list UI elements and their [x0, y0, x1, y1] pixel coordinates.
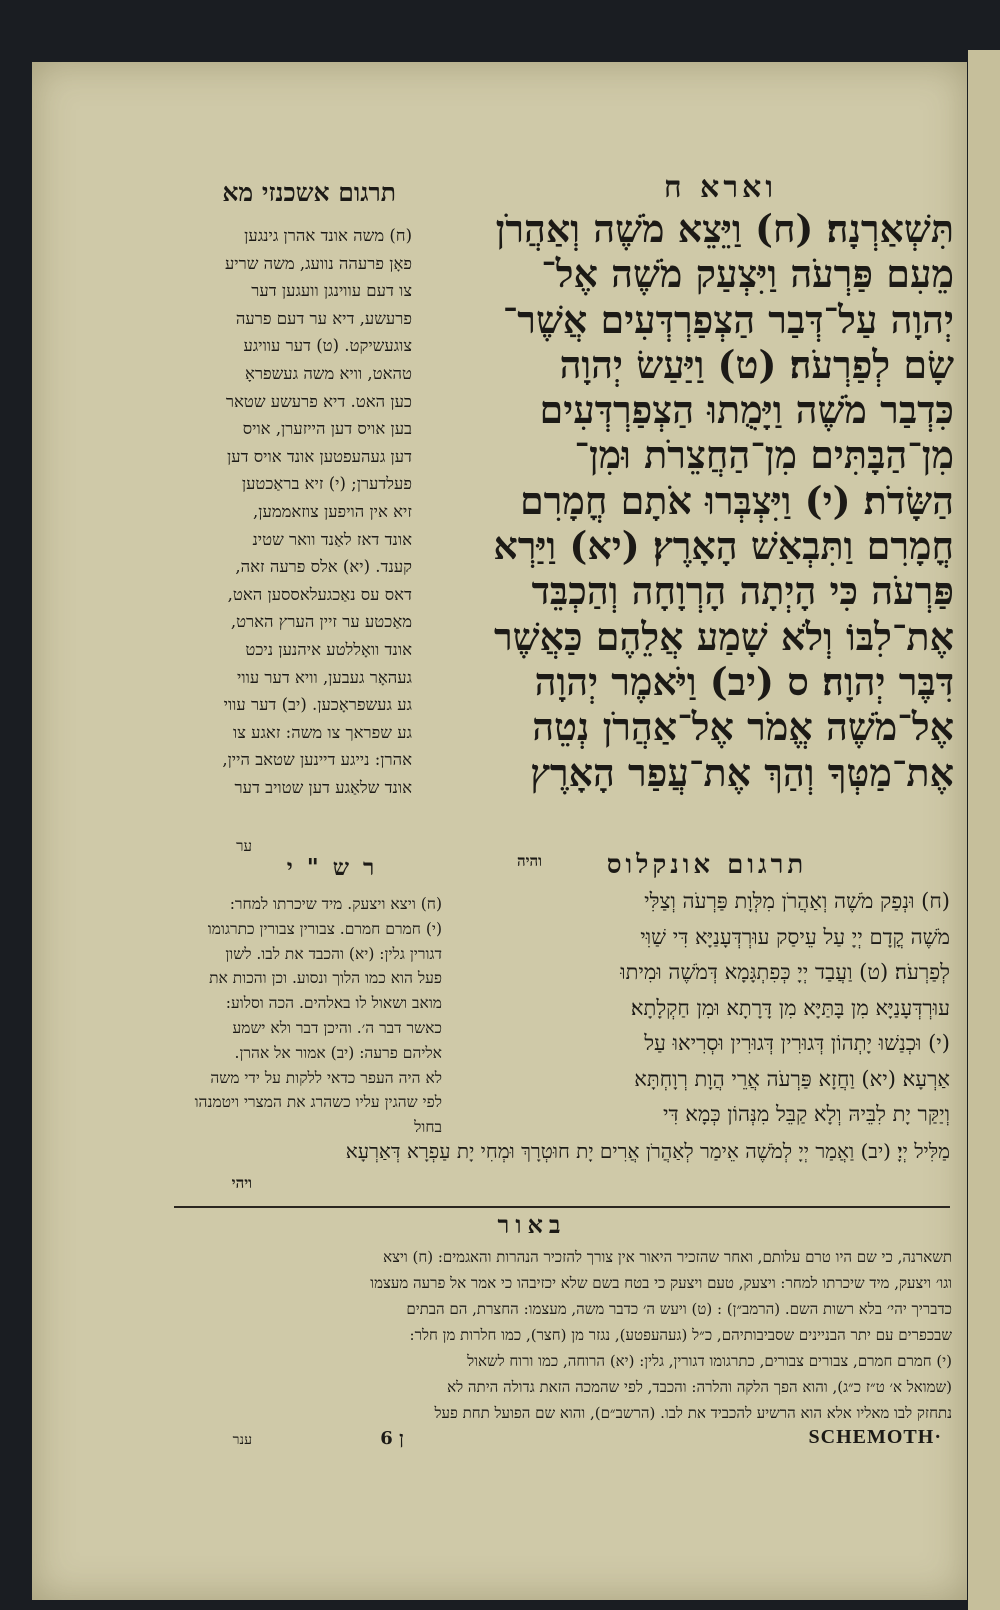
onkelos-line: אַרְעָא׃ (יא) וַחֲזָא פַּרְעֹה אֲרֵי הֲוָת רְוָחְתָּא [634, 1066, 950, 1091]
onkelos-line: וְיַקַּר יָת לִבֵּיהּ וְלָא קַבֵּל מִנְּהוֹן כְּמָא דִּי [663, 1102, 950, 1126]
biur-line: (י) חמרם חמרם, צבורים צבורים, כתרגומו דגורין, גלין: (יא) הרוחה, כמו ורוח לשאול [467, 1352, 952, 1370]
bible-line: יְהוָה עַל־דְּבַר הַצְפַרְדְּעִים אֲשֶׁר־ [502, 296, 954, 342]
translation-line: אהרן: נייגע דיינען שטאב היין, [222, 750, 412, 770]
onkelos-line: לְפַרְעֹה׃ (ט) וַעֲבַד יְיָ כְּפִתְגָּמָא דְּמֹשֶׁה וּמִיתוּ [620, 960, 950, 984]
rashi-line: מואב ושאול לו באלהים. הכה וסלוע: [225, 994, 442, 1013]
translation-line: טהאט, וויא משה געשפראָ [244, 363, 412, 383]
rashi-line: כאשר דבר ה׳. והיכן דבר ולא ישמע [232, 1018, 442, 1037]
translation-catchword: ער [236, 837, 252, 855]
book-page [32, 62, 967, 1600]
translation-title: תרגום אשכנזי מא [222, 178, 396, 207]
translation-line: געהאָר געבען, וויא דער עווי [237, 667, 412, 687]
translation-line: אונד וואָללטע איהנען ניכט [245, 639, 412, 659]
bible-line: מֵעִם פַּרְעֹה וַיִּצְעַק מֹשֶׁה אֶל־ [541, 251, 954, 297]
translation-line: קענד. (יא) אלס פרעה זאה, [235, 557, 412, 577]
translation-line: זיא אין הויפען צוזאממען, [253, 501, 412, 521]
bible-line: אֶל־מֹשֶׁה אֱמֹר אֶל־אַהֲרֹן נְטֵה [532, 704, 954, 750]
translation-line: פעלדערן; (י) זיא בראַכטען [241, 474, 412, 494]
translation-line: מאַכטע ער זיין הערץ הארט, [230, 612, 412, 632]
bible-text [434, 206, 954, 795]
bible-line: פַּרְעֹה כִּי הָיְתָה הָרְוָחָה וְהַכְבֵּד [531, 568, 954, 614]
running-title: SCHEMOTH· [808, 1426, 942, 1448]
bible-line: מִן־הַבָּתִּים מִן־הַחֲצֵרֹת וּמִן־ [574, 432, 954, 478]
bible-line: תִּשְׁאַרְנָה׃ (ח) וַיֵּצֵא מֹשֶׁה וְאַהֲרֹן [495, 206, 954, 251]
translation-line: פאָן פרעהה נוועג, משה שריע [224, 253, 412, 273]
translation-line: צוגעשיקט. (ט) דער עוויגע [243, 336, 412, 356]
onkelos-catchword: ויהי [231, 1174, 252, 1192]
biur-line: תשארנה, כי שם היו טרם עלותם, ואחר שהזכיר היאור אין צורך להזכיר הנהרות והאגמים: (ח) ויצא [383, 1248, 952, 1266]
onkelos-translation [450, 884, 950, 1133]
translation-line: צו דעם עווינגן וועגען דער [251, 281, 412, 301]
biur-line: שבכפרים עם יתר הבניינים שסביבותיהם, כ״ל (געהעפטע), נגזר מן (חצר), כמו חלרות מן חלר: [409, 1326, 952, 1344]
biur-commentary [164, 1244, 952, 1426]
onkelos-line: מֹשֶׁה קֳדָם יְיָ עַל עֵיסַק עוּרְדְּעָנַיָּא דִּי שַׁוִּי [640, 924, 950, 949]
rashi-line: אליהם פרעה: (יב) אמור אל אהרן. [234, 1043, 442, 1062]
translation-line: דאס עס נאַכגעלאססען האט, [227, 584, 412, 604]
rashi-line: פעל הוא כמו הלוך ונסוע. וכן והכות את [209, 969, 442, 988]
translation-line: אונד שלאַגע דען שטויב דער [234, 777, 412, 797]
bible-catchword: והיה [516, 852, 542, 870]
translation-line: גע שפראך צו משה: זאגע צו [233, 722, 412, 742]
rashi-line: לפי שהגין עליו כשהרג את המצרי ויטמנהו [194, 1093, 442, 1112]
bible-line: דִּבֶּר יְהוָה׃ ס (יב) וַיֹּאמֶר יְהוָה [534, 658, 954, 704]
biur-line: וגו׳ ויצעק, מיד שיכרתו למחר: ויצעק, טעם ויצעק כי בטח בשם שלא יכזיבהו כי אמר אל פרעה מעצמו [370, 1274, 952, 1292]
rashi-line: לא היה העפר כדאי ללקות על ידי משה [210, 1068, 442, 1087]
onkelos-wide-line: מַלִּיל יְיָ׃ (יב) וַאֲמַר יְיָ לְמֹשֶׁה אֵימַר לְאַהֲרֹן אֲרִים יָת חוּטְרָךְ וּמְחִי יָת עַפְרָא דְּאַרְעָא [345, 1139, 950, 1163]
adjacent-page-edge [968, 50, 1000, 1610]
translation-line: (ח) משה אונד אהרן גינגען [244, 226, 412, 245]
onkelos-line: (י) וּכְנַשׁוּ יָתְהוֹן דְּגוּרִין דְּגוּרִין וּסְרִיאוּ עַל [644, 1031, 950, 1055]
onkelos-line: (ח) וּנְפַק מֹשֶׁה וְאַהֲרֹן מִלְּוָת פַּרְעֹה וְצַלִּי [644, 889, 950, 913]
rashi-line: (י) חמרם חמרם. צבורין צבורין כתרגומו [207, 919, 442, 938]
translation-line: אונד דאז לאַנד וואר שטינ [252, 529, 412, 549]
rashi-line: בחול [414, 1118, 442, 1137]
biur-line: (שמואל א׳ ט״ז כ״ג), והוא הפך הלקה והלרה: והכבד, לפי שהמכה הזאת גדולה היתה לא [447, 1378, 952, 1396]
bible-line: כִּדְבַר מֹשֶׁה וַיָּמֻתוּ הַצְפַרְדְּעִים [539, 387, 954, 433]
section-divider [174, 1206, 950, 1208]
translation-line: כען האט. דיא פרעשע שטאר [225, 391, 412, 411]
bible-line: אֶת־לִבּוֹ וְלֹא שָׁמַע אֲלֵהֶם כַּאֲשֶׁר [494, 613, 954, 659]
bible-line: הַשָּׂדֹת׃ (י) וַיִּצְבְּרוּ אֹתָם חֳמָרִם [519, 477, 954, 523]
translation-line: בען אויס דען הייזערן, אויס [242, 419, 412, 439]
bible-line: אֶת־מַטְּךָ וְהַךְ אֶת־עֲפַר הָאָרֶץ [530, 749, 954, 795]
onkelos-title: תרגום אונקלוס [606, 850, 808, 880]
bible-line: חֳמָרִם וַתִּבְאַשׁ הָאָרֶץ׃ (יא) וַיַּרְא [493, 523, 954, 569]
translation-line: דען געהעפטען אונד אויס דען [227, 446, 412, 466]
onkelos-line: עוּרְדְּעָנַיָּא מִן בָּתַּיָּא מִן דָּרָתָא וּמִן חַקְלָתָא׃ [630, 995, 950, 1020]
portion-title: וארא ח [663, 170, 777, 205]
bible-line: שָׂם לְפַרְעֹה׃ (ט) וַיַּעַשׂ יְהוָה [559, 341, 954, 387]
footer-catchword: ענר [232, 1432, 252, 1448]
biur-line: נתחזק לבו מאליו אלא הוא הרשיע להכביד את לבו. (הרשב״ם), והוא שם הפועל תחת פעל [434, 1404, 952, 1422]
translation-line: גע געשפראָכען. (יב) דער עווי [223, 695, 412, 715]
rashi-title: ר ש " י [286, 854, 378, 881]
biur-title: באור [497, 1210, 567, 1239]
translation-line: פרעשע, דיא ער דעם פרעה [235, 308, 412, 328]
german-translation [162, 222, 412, 801]
page-number: 6 ן [380, 1428, 404, 1449]
rashi-line: (ח) ויצא ויצעק. מיד שיכרתו למחר: [229, 895, 442, 913]
biur-line: כדבריך יהי׳ בלא רשות השם. (הרמב״ן) : (ט) ויעש ה׳ כדבר משה, מעצמו: החצרת, הם הבתים [406, 1300, 952, 1318]
rashi-commentary [162, 892, 442, 1140]
rashi-line: דגורין גלין: (יא) והכבד את לבו. לשון [225, 944, 442, 963]
